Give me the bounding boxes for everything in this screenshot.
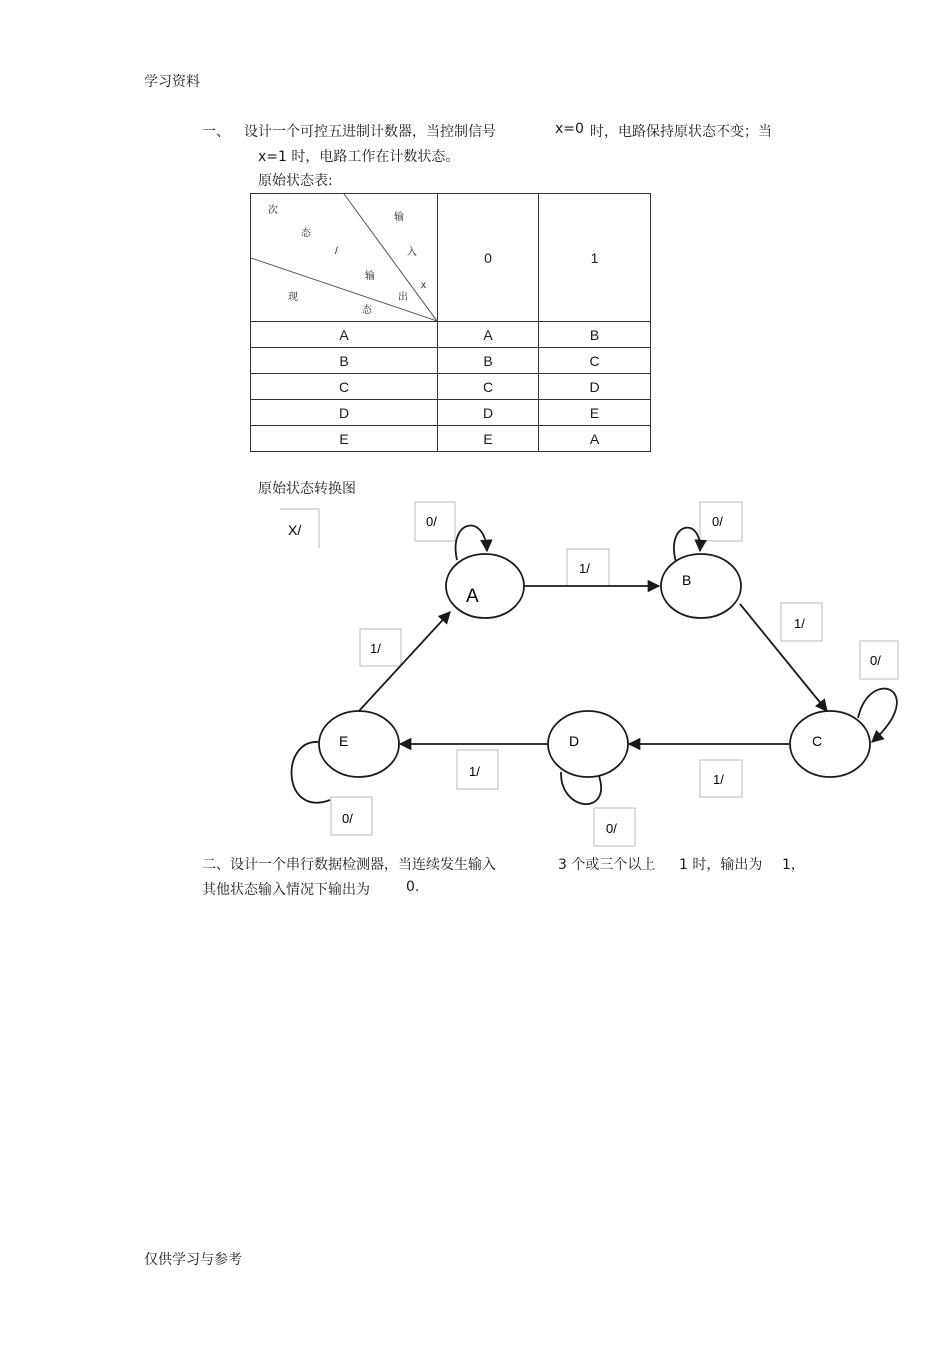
header-char: 现	[288, 292, 298, 303]
header-char: 输	[365, 271, 375, 282]
label-loop-a: 0/	[426, 514, 437, 529]
page-header: 学习资料	[144, 74, 200, 90]
label-loop-b: 0/	[712, 514, 723, 529]
state-label-d: D	[569, 733, 580, 749]
header-char: x	[421, 280, 426, 291]
label-c-d: 1/	[713, 772, 724, 787]
problem2-text-b: 3 个或三个以上	[558, 857, 656, 873]
table-cell: C	[251, 374, 438, 400]
diagram-title: 原始状态转换图	[258, 481, 356, 497]
table-cell: A	[539, 426, 651, 452]
table-title: 原始状态表:	[258, 173, 333, 189]
header-char: 出	[398, 292, 408, 303]
input-col-1: 1	[539, 194, 651, 322]
transition-e-a	[359, 612, 450, 711]
state-label-c: C	[812, 733, 823, 749]
table-cell: E	[539, 400, 651, 426]
problem2-text-line2a: 其他状态输入情况下输出为	[202, 882, 370, 898]
table-cell: E	[251, 426, 438, 452]
problem2-text-d: 1，	[782, 857, 805, 873]
table-cell: D	[251, 400, 438, 426]
header-char: 输	[394, 212, 404, 223]
problem2-text-c: 1 时，输出为	[679, 857, 763, 873]
state-label-e: E	[339, 733, 349, 749]
label-boxes	[280, 502, 898, 846]
state-a	[446, 554, 524, 618]
label-loop-d: 0/	[606, 821, 617, 836]
label-e-a: 1/	[370, 641, 381, 656]
transition-b-c	[740, 604, 827, 711]
input-col-0: 0	[438, 194, 539, 322]
table-cell: B	[438, 348, 539, 374]
state-label-b: B	[682, 572, 692, 588]
problem1-number: 一、	[202, 124, 230, 140]
problem1-text-line2: x=1 时，电路工作在计数状态。	[258, 149, 460, 165]
problem1-text-b: x=0	[555, 121, 584, 137]
header-char: 入	[407, 247, 417, 258]
legend-label: X/	[288, 522, 302, 538]
label-loop-e: 0/	[342, 811, 353, 826]
label-b-c: 1/	[794, 616, 805, 631]
table-cell: A	[251, 322, 438, 348]
problem1-text-c: 时，电路保持原状态不变；当	[590, 124, 772, 140]
state-label-a: A	[466, 586, 479, 607]
label-d-e: 1/	[469, 764, 480, 779]
state-b	[661, 554, 741, 618]
state-c	[790, 711, 870, 777]
problem2-text-line2b: 0.	[406, 879, 420, 895]
header-char: 态	[362, 305, 372, 316]
table-cell: D	[539, 374, 651, 400]
problem2-text-a: 二、设计一个串行数据检测器，当连续发生输入	[202, 857, 496, 873]
header-char: /	[335, 246, 338, 257]
table-cell: A	[438, 322, 539, 348]
table-cell: D	[438, 400, 539, 426]
state-d	[548, 711, 628, 777]
table-cell: C	[539, 348, 651, 374]
table-cell: C	[438, 374, 539, 400]
problem1-text-a: 设计一个可控五进制计数器，当控制信号	[244, 124, 496, 140]
state-e	[319, 711, 399, 777]
header-char: 态	[301, 228, 311, 239]
label-a-b: 1/	[579, 561, 590, 576]
label-loop-c: 0/	[870, 653, 881, 668]
header-char: 次	[268, 205, 278, 216]
page-footer: 仅供学习与参考	[144, 1252, 242, 1268]
table-cell: B	[539, 322, 651, 348]
table-cell: B	[251, 348, 438, 374]
table-cell: E	[438, 426, 539, 452]
